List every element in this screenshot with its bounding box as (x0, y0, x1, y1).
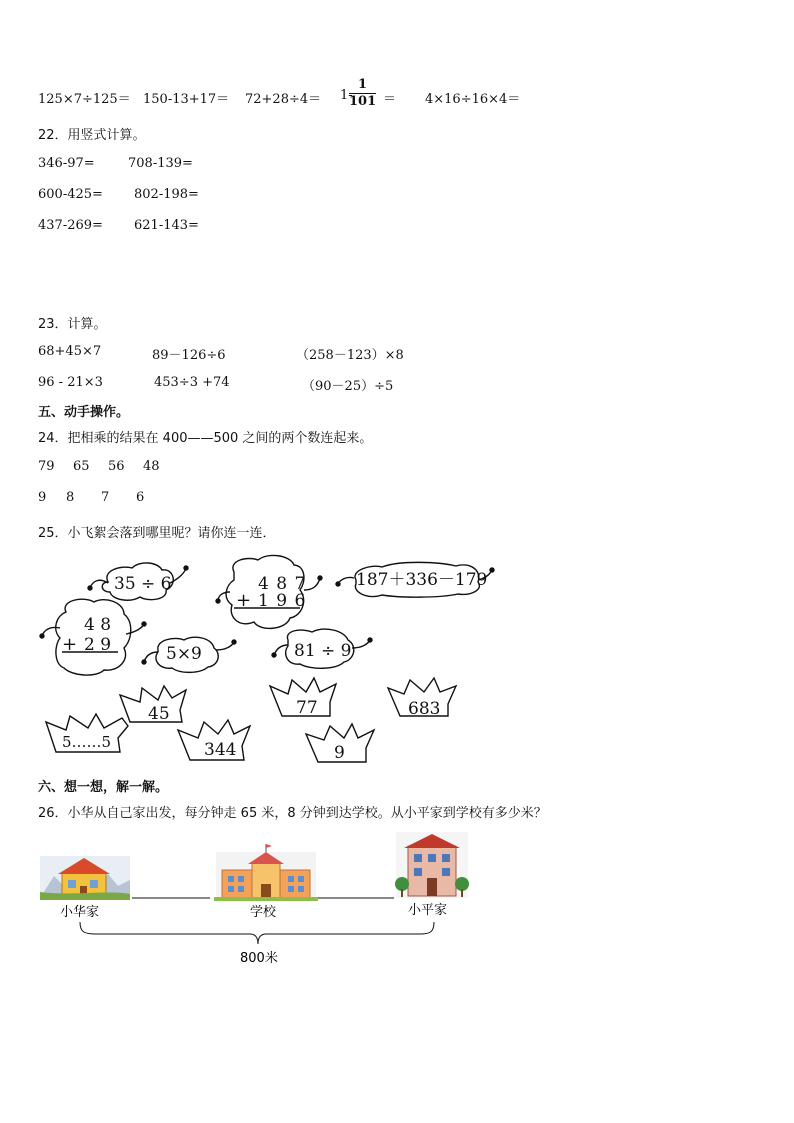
seed-text-1[interactable]: 35 ÷ 6 (114, 574, 172, 594)
q24-number[interactable]: 65 (73, 459, 90, 474)
q24-number[interactable]: 7 (101, 490, 110, 505)
q24-number[interactable]: 9 (38, 490, 47, 505)
q22-item: 802-198= (134, 187, 199, 202)
seed-text-5[interactable]: 5×9 (166, 644, 202, 664)
q23-item: 96 - 21×3 (38, 375, 103, 390)
grass-text-77[interactable]: 77 (296, 698, 318, 718)
label-xiaoping-home: 小平家 (408, 903, 448, 918)
fraction-numerator: 1 (349, 77, 376, 94)
seed-text-2-top[interactable]: 4 8 7 (258, 574, 307, 594)
q25-title: 25．小飞絮会落到哪里呢？请你连一连． (38, 526, 276, 541)
q23-item: 453÷3 +74 (154, 375, 230, 390)
expr-3: 72+28÷4＝ (245, 92, 322, 107)
grass-text-9[interactable]: 9 (334, 743, 345, 763)
q26-title: 26．小华从自己家出发，每分钟走 65 米，8 分钟到达学校。从小平家到学校有多少米？ (38, 806, 547, 821)
q24-number[interactable]: 79 (38, 459, 55, 474)
seed-text-3[interactable]: 187＋336－179 (356, 570, 488, 590)
fraction (349, 77, 376, 110)
q23-title: 23．计算。 (38, 317, 107, 332)
q24-number[interactable]: 48 (143, 459, 160, 474)
expr-1: 125×7÷125＝ (38, 92, 131, 107)
route-diagram (0, 828, 794, 968)
q23-item: （90－25）÷5 (302, 379, 394, 394)
q24-number[interactable]: 8 (66, 490, 75, 505)
q23-item: 68+45×7 (38, 344, 102, 359)
q22-title: 22．用竖式计算。 (38, 128, 146, 143)
expr-2: 150-13+17＝ (143, 92, 230, 107)
label-distance: 800米 (240, 951, 278, 966)
dandelion-matching-figure (0, 550, 794, 775)
seed-text-2-bottom[interactable]: 1 9 6 (258, 591, 307, 611)
grass-text-45[interactable]: 45 (148, 704, 170, 724)
xiaoping-house-icon (395, 832, 469, 898)
q22-item: 600-425= (38, 187, 103, 202)
q24-number[interactable]: 56 (108, 459, 125, 474)
xiaohua-house-icon (40, 856, 130, 900)
school-icon (214, 844, 318, 901)
expr-4-equals: ＝ (383, 92, 397, 107)
seed-text-4-top[interactable]: 4 8 (84, 615, 112, 635)
q22-item: 621-143= (134, 218, 199, 233)
q22-item: 437-269= (38, 218, 103, 233)
grass-text-5-5[interactable]: 5……5 (62, 733, 112, 751)
label-xiaohua-home: 小华家 (60, 905, 100, 920)
grass-text-683[interactable]: 683 (408, 699, 441, 719)
label-school: 学校 (250, 905, 277, 920)
seed-text-4-op[interactable]: + (62, 634, 78, 655)
q24-number[interactable]: 6 (136, 490, 145, 505)
seed-text-4-bottom[interactable]: 2 9 (84, 635, 112, 655)
fraction-denominator: 101 (349, 94, 377, 109)
seed-text-6[interactable]: 81 ÷ 9 (294, 641, 352, 661)
q23-item: （258－123）×8 (296, 348, 404, 363)
section-heading: 六、想一想，解一解。 (38, 780, 169, 795)
expr-4-prefix: 1- (340, 88, 353, 103)
grass-text-344[interactable]: 344 (204, 740, 237, 760)
q22-item: 708-139= (128, 156, 193, 171)
distance-brace (80, 922, 434, 944)
q22-item: 346-97= (38, 156, 95, 171)
q23-item: 89－126÷6 (152, 348, 226, 363)
seed-text-2-op[interactable]: + (236, 590, 252, 611)
expr-5: 4×16÷16×4＝ (425, 92, 521, 107)
section-heading: 五、动手操作。 (38, 405, 130, 420)
q24-title: 24．把相乘的结果在 400——500 之间的两个数连起来。 (38, 431, 373, 446)
